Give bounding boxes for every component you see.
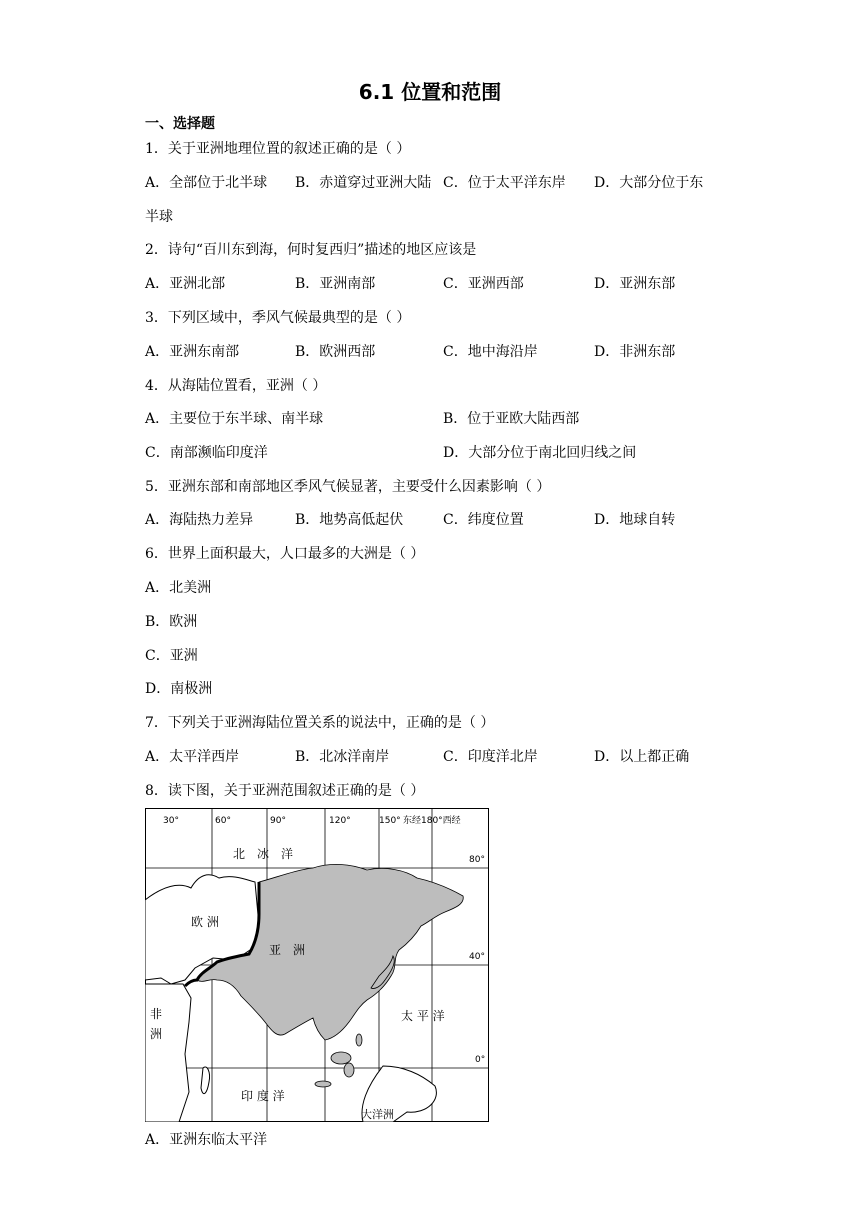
asia-map — [145, 808, 489, 1122]
question-7-option-b[interactable]: B．北冰洋南岸 — [295, 749, 390, 765]
question-4-option-b[interactable]: B．位于亚欧大陆西部 — [443, 411, 580, 427]
lon-label-90: 90° — [270, 816, 286, 826]
question-1-option-a[interactable]: A．全部位于北半球 — [145, 175, 268, 191]
label-pacific-ocean: 太 平 洋 — [401, 1009, 445, 1023]
question-2-option-a[interactable]: A．亚洲北部 — [145, 276, 226, 292]
question-8-stem: 8．读下图，关于亚洲范围叙述正确的是（ ） — [145, 783, 425, 799]
question-5-option-b[interactable]: B．地势高低起伏 — [295, 512, 404, 528]
question-5-stem: 5．亚洲东部和南部地区季风气候显著，主要受什么因素影响（ ） — [145, 479, 551, 495]
lon-label-180: 东经180°西经 — [403, 816, 461, 826]
lat-label-40: 40° — [469, 952, 485, 962]
question-7-stem: 7．下列关于亚洲海陆位置关系的说法中，正确的是（ ） — [145, 715, 495, 731]
label-asia: 亚 洲 — [269, 943, 306, 957]
question-3-option-c[interactable]: C．地中海沿岸 — [443, 344, 538, 360]
lat-label-80: 80° — [469, 855, 485, 865]
question-7-option-c[interactable]: C．印度洋北岸 — [443, 749, 538, 765]
question-4-option-d[interactable]: D．大部分位于南北回归线之间 — [443, 445, 637, 461]
lon-label-30: 30° — [163, 816, 179, 826]
question-7-option-a[interactable]: A．太平洋西岸 — [145, 749, 240, 765]
question-1-option-b[interactable]: B．赤道穿过亚洲大陆 — [295, 175, 432, 191]
label-indian-ocean: 印 度 洋 — [241, 1089, 285, 1103]
question-3-option-a[interactable]: A．亚洲东南部 — [145, 344, 240, 360]
question-5-option-a[interactable]: A．海陆热力差异 — [145, 512, 254, 528]
question-2-option-c[interactable]: C．亚洲西部 — [443, 276, 524, 292]
lon-label-120: 120° — [329, 816, 351, 826]
question-2-option-d[interactable]: D．亚洲东部 — [594, 276, 676, 292]
question-6-option-d[interactable]: D．南极洲 — [145, 681, 213, 697]
label-africa-1: 非 — [150, 1007, 163, 1021]
label-arctic-ocean: 北 冰 洋 — [233, 847, 294, 861]
lon-label-60: 60° — [215, 816, 231, 826]
question-2-stem: 2．诗句“百川东到海，何时复西归”描述的地区应该是 — [145, 242, 477, 258]
question-2-option-b[interactable]: B．亚洲南部 — [295, 276, 376, 292]
question-1-option-c[interactable]: C．位于太平洋东岸 — [443, 175, 566, 191]
question-5-option-c[interactable]: C．纬度位置 — [443, 512, 524, 528]
page-title: 6.1 位置和范围 — [358, 80, 502, 104]
question-3-option-d[interactable]: D．非洲东部 — [594, 344, 676, 360]
label-europe: 欧 洲 — [191, 915, 219, 929]
question-5-option-d[interactable]: D．地球自转 — [594, 512, 676, 528]
question-4-stem: 4．从海陆位置看，亚洲（ ） — [145, 378, 327, 394]
question-6-stem: 6．世界上面积最大，人口最多的大洲是（ ） — [145, 546, 425, 562]
question-3-stem: 3．下列区域中，季风气候最典型的是（ ） — [145, 310, 411, 326]
question-7-option-d[interactable]: D．以上都正确 — [594, 749, 690, 765]
section-heading: 一、选择题 — [145, 116, 215, 132]
question-6-option-a[interactable]: A．北美洲 — [145, 580, 212, 596]
question-1-stem: 1．关于亚洲地理位置的叙述正确的是（ ） — [145, 141, 411, 157]
question-3-option-b[interactable]: B．欧洲西部 — [295, 344, 376, 360]
question-6-option-c[interactable]: C．亚洲 — [145, 648, 198, 664]
question-1-option-d-wrap: 半球 — [145, 209, 173, 225]
lon-label-150: 150° — [379, 816, 401, 826]
question-4-option-a[interactable]: A．主要位于东半球、南半球 — [145, 411, 324, 427]
label-oceania: 大洋洲 — [361, 1108, 394, 1121]
question-6-option-b[interactable]: B．欧洲 — [145, 614, 198, 630]
question-1-option-d[interactable]: D．大部分位于东 — [594, 175, 704, 191]
lat-label-0: 0° — [475, 1055, 486, 1065]
question-8-option-a[interactable]: A．亚洲东临太平洋 — [145, 1132, 268, 1148]
label-africa-2: 洲 — [150, 1027, 163, 1041]
question-4-option-c[interactable]: C．南部濒临印度洋 — [145, 445, 268, 461]
